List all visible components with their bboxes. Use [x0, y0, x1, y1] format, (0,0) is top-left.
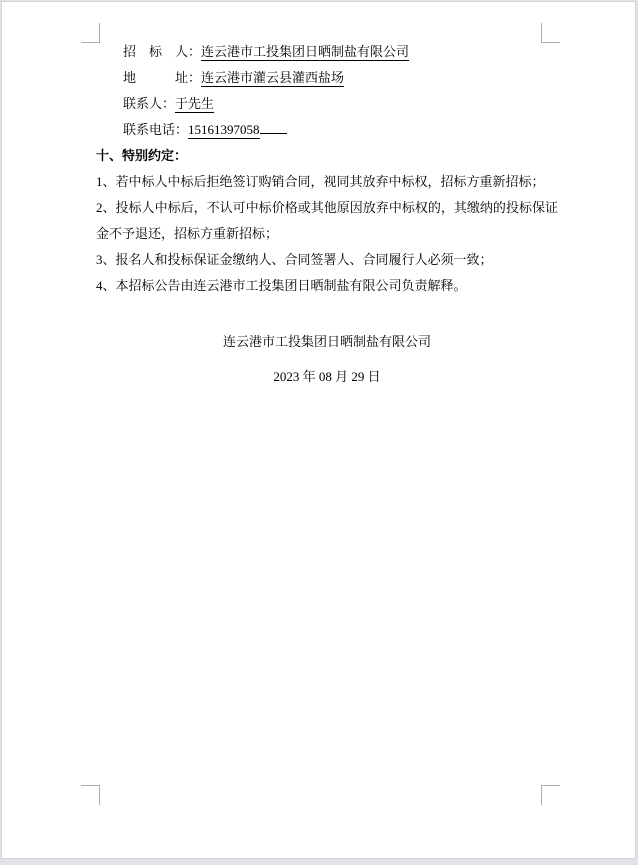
contact-phone-row	[96, 117, 558, 143]
signature-company: 连云港市工投集团日晒制盐有限公司	[222, 334, 431, 349]
address-row	[96, 65, 558, 91]
tenderer-value: 连云港市工投集团日晒制盐有限公司	[201, 44, 410, 59]
contact-person-value: 于先生	[175, 96, 215, 111]
special-term-item: 4、本招标公告由连云港市工投集团日晒制盐有限公司负责解释。	[96, 278, 467, 293]
special-terms-heading: 十、特别约定：	[96, 148, 188, 163]
special-term-item: 2、投标人中标后，不认可中标价格或其他原因放弃中标权的，其缴纳的投标保证金不予退还，招标方重新招标；	[96, 200, 558, 241]
signature-date: 2023 年 08 月 29 日	[273, 369, 381, 384]
phone-underline-tail	[260, 118, 287, 134]
tenderer-row	[96, 39, 558, 65]
address-label: 地 址：	[123, 70, 202, 85]
address-value: 连云港市灌云县灌西盐场	[201, 70, 345, 85]
special-term-item: 1、若中标人中标后拒绝签订购销合同，视同其放弃中标权，招标方重新招标；	[96, 174, 545, 189]
contact-person-label: 联系人：	[123, 96, 176, 111]
document-content	[96, 39, 558, 390]
contact-phone-value: 15161397058	[188, 122, 260, 137]
margin-crop-mark-bottom-right	[541, 785, 560, 805]
contact-person-row	[96, 91, 558, 117]
document-page	[1, 1, 636, 859]
margin-crop-mark-bottom-left	[81, 785, 100, 805]
contact-phone-label: 联系电话：	[123, 122, 189, 137]
special-term-item: 3、报名人和投标保证金缴纳人、合同签署人、合同履行人必须一致；	[96, 252, 493, 267]
tenderer-label: 招 标 人：	[123, 44, 202, 59]
